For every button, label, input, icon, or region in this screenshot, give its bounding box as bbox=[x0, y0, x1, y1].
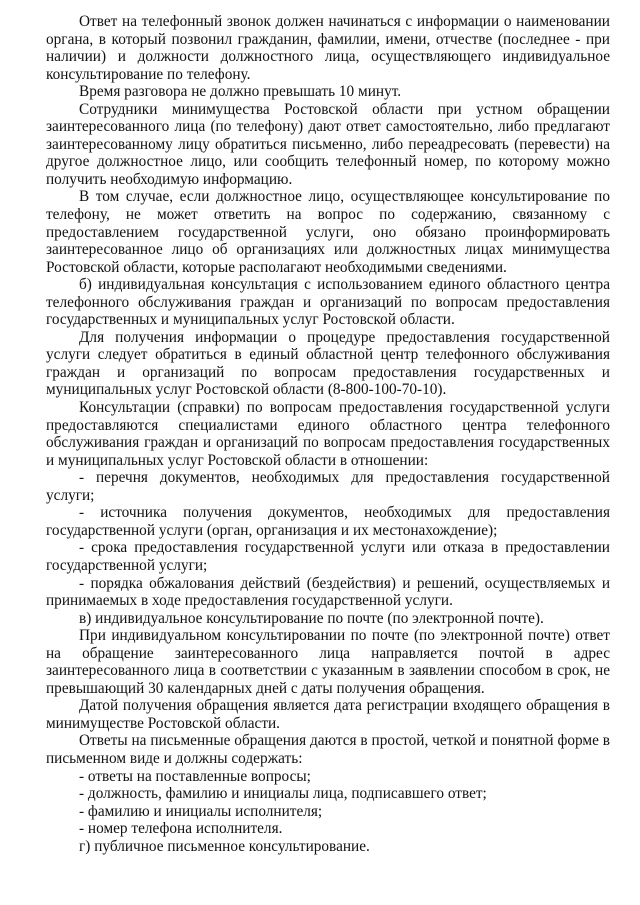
list-item-appeal: - порядка обжалования действий (бездействия) и решений, осуществляемых и принимаемых в ходе предоставления государственной услуги. bbox=[46, 574, 610, 610]
paragraph-5: б) индивидуальная консультация с использованием единого областного центра телефонного обслуживания граждан и организаций по вопросам предоставления государственных и муниципальных услуг Ростовской области. bbox=[46, 276, 610, 329]
paragraph-8: в) индивидуальное консультирование по почте (по электронной почте). bbox=[79, 609, 544, 627]
paragraph-4: В том случае, если должностное лицо, осуществляющее консультирование по телефону, не может ответить на вопрос по содержанию, связанному с предоставлением государственной услуги, оно обязано проинформировать заинтересованное лицо об организациях или должностных лицах минимущества Ростовской области, которые располагают необходимыми сведениями. bbox=[46, 188, 610, 276]
document-page bbox=[46, 13, 610, 855]
paragraph-1: Ответ на телефонный звонок должен начинаться с информации о наименовании органа, в который позвонил гражданин, фамилии, имени, отчестве (последнее - при наличии) и должности должностного лица, осуществляющего индивидуальное консультирование по телефону. bbox=[46, 13, 610, 83]
list-item-executor: - фамилию и инициалы исполнителя; bbox=[79, 802, 323, 820]
list-item-answers: - ответы на поставленные вопросы; bbox=[79, 767, 311, 785]
list-item-signer: - должность, фамилию и инициалы лица, подписавшего ответ; bbox=[79, 785, 487, 803]
paragraph-3: Сотрудники минимущества Ростовской области при устном обращении заинтересованного лица (по телефону) дают ответ самостоятельно, либо предлагают заинтересованному лицу обратиться письменно, либо переадресовать (перевести) на другое должностное лицо, или сообщить телефонный номер, по которому можно получить необходимую информацию. bbox=[46, 100, 610, 188]
list-item-term: - срока предоставления государственной услуги или отказа в предоставлении государственной услуги; bbox=[46, 539, 610, 574]
paragraph-6: Для получения информации о процедуре предоставления государственной услуги следует обратиться в единый областной центр телефонного обслуживания граждан и организаций по вопросам предоставления государственных и муниципальных услуг Ростовской области (8-800-100-70-10). bbox=[46, 328, 610, 399]
paragraph-11: Ответы на письменные обращения даются в простой, четкой и понятной форме в письменном виде и должны содержать: bbox=[46, 732, 610, 767]
paragraph-9: При индивидуальном консультировании по почте (по электронной почте) ответ на обращение заинтересованного лица направляется почтой в адрес заинтересованного лица в соответствии с указанным в заявлении способом в срок, не превышающий 30 календарных дней с даты получения обращения. bbox=[46, 627, 610, 697]
list-item-documents: - перечня документов, необходимых для предоставления государственной услуги; bbox=[46, 469, 610, 504]
paragraph-7: Консультации (справки) по вопросам предоставления государственной услуги предоставляются специалистами единого областного центра телефонного обслуживания граждан и организаций по вопросам предоставления государственных и муниципальных услуг Ростовской области в отношении: bbox=[46, 399, 610, 469]
paragraph-12: г) публичное письменное консультирование. bbox=[79, 837, 370, 855]
paragraph-2: Время разговора не должно превышать 10 минут. bbox=[79, 83, 402, 101]
paragraph-10: Датой получения обращения является дата регистрации входящего обращения в минимуществе Ростовской области. bbox=[46, 697, 610, 732]
list-item-source: - источника получения документов, необходимых для предоставления государственной услуги (орган, организация и их местонахождение); bbox=[46, 504, 610, 539]
list-item-phone: - номер телефона исполнителя. bbox=[79, 820, 283, 838]
